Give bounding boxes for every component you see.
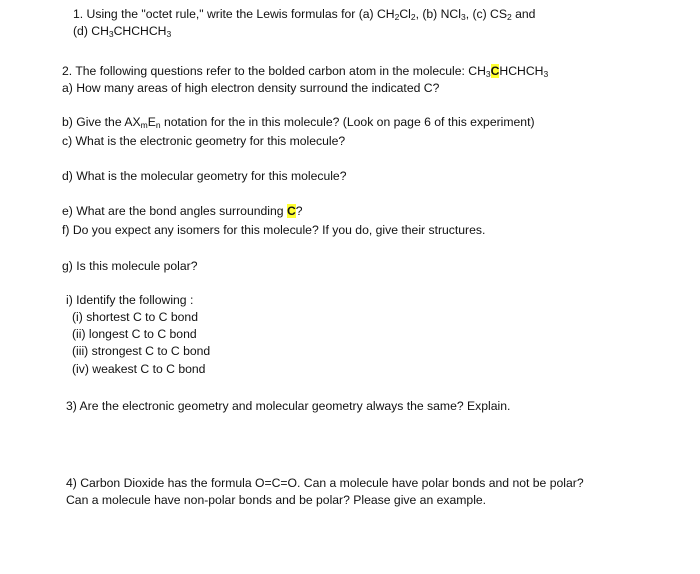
q2-part-b: b) Give the $AX_mE_n$ notation for the in this molecule? (Look on page 6 of this experiment) [62,115,535,130]
q2-part-f: f) Do you expect any isomers for this molecule? If you do, give their structures. [62,223,486,237]
list-item: (i) shortest C to C bond [72,310,198,324]
q2-part-a: a) How many areas of high electron density surround the indicated C? [62,81,440,95]
q2-part-c: c) What is the electronic geometry for this molecule? [62,134,346,148]
q2-part-i-heading: i) Identify the following : [66,293,194,307]
list-item: (ii) longest C to C bond [72,327,197,341]
q2-part-g: g) Is this molecule polar? [62,259,198,273]
list-item: (iv) weakest C to C bond [72,362,206,376]
list-item: (iii) strongest C to C bond [72,344,211,358]
q2-part-d: d) What is the molecular geometry for this molecule? [62,169,347,183]
q3-text: 3) Are the electronic geometry and molecular geometry always the same? Explain. [66,399,511,413]
q2-part-e: e) What are the bond angles surrounding C? [62,204,303,218]
q2-intro: 2. The following questions refer to the bolded carbon atom in the molecule: $CH_3CHCHCH_3$ [62,64,549,79]
q1-line2: (d) $CH_3CHCHCH_3$ [73,24,172,39]
q4-line1: 4) Carbon Dioxide has the formula O=C=O. Can a molecule have polar bonds and not be polar? [66,476,584,490]
q1-line1: 1. Using the "octet rule," write the Lewis formulas for (a) $CH_2Cl_2$, (b) NCl$_3$, (c) $CS_2$ and [73,7,536,22]
q4-line2: Can a molecule have non-polar bonds and be polar? Please give an example. [66,493,487,507]
bolded-carbon-ref: C [286,204,296,218]
bolded-carbon: C [490,64,500,78]
